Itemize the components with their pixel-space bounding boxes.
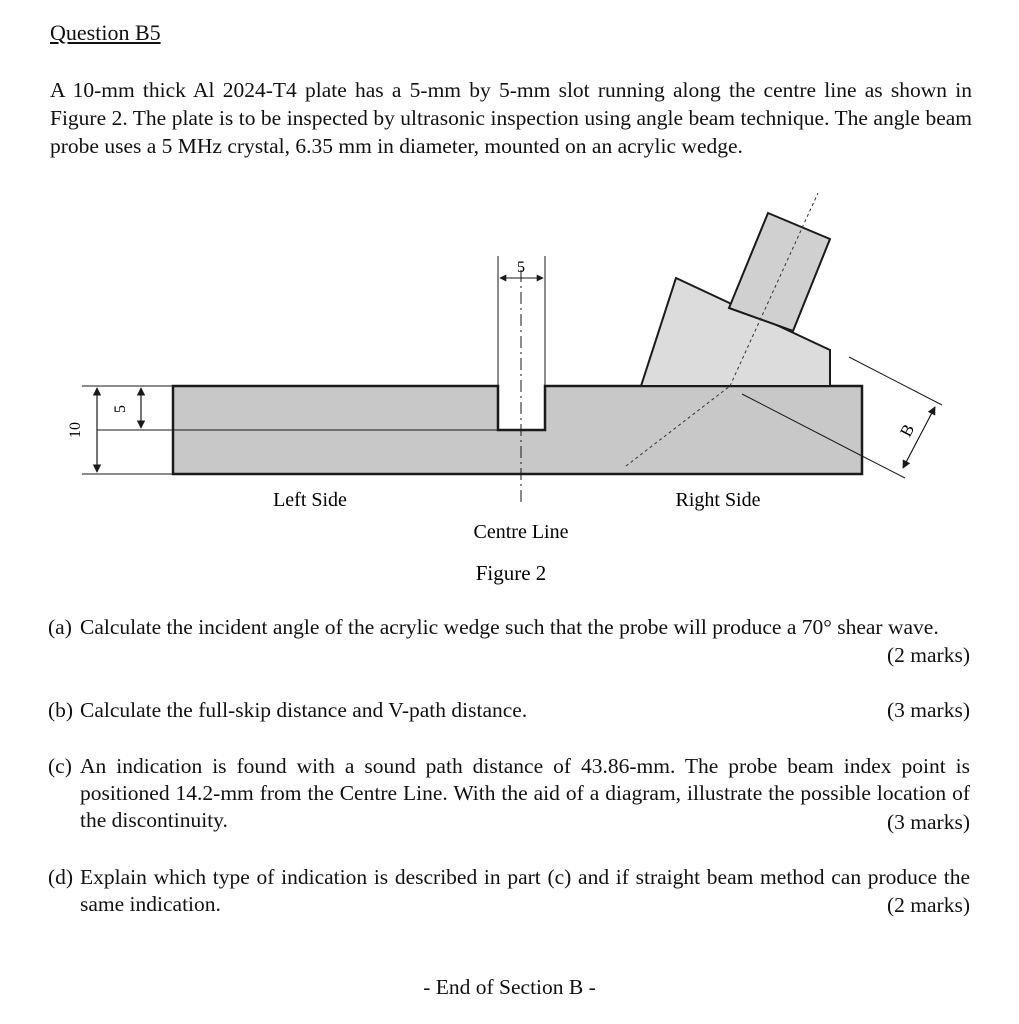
question-c-label: (c) (48, 754, 72, 778)
question-a-text: Calculate the incident angle of the acrylic wedge such that the probe will produce a 70° shear wave. (80, 615, 939, 639)
question-d-marks: (2 marks) (879, 892, 970, 919)
dim-slot-depth-label: 5 (112, 405, 129, 413)
question-a-label: (a) (48, 615, 72, 639)
dim-b-label: B (896, 420, 919, 440)
question-d-text: Explain which type of indication is described in part (c) and if straight beam method can produce the same indication. (80, 865, 970, 916)
dim-total-label: 10 (67, 422, 84, 438)
right-side-label: Right Side (675, 489, 761, 511)
question-c-text: An indication is found with a sound path distance of 43.86-mm. The probe beam index point is positioned 14.2-mm from the Centre Line. With the aid of a diagram, illustrate the possible location of the discontinuity. (80, 754, 970, 832)
dim-slot-width-label: 5 (517, 259, 525, 276)
probe-crystal (729, 213, 830, 331)
question-d (48, 864, 970, 920)
left-side-label: Left Side (273, 489, 347, 511)
figure-caption: Figure 2 (475, 561, 547, 585)
section-footer: - End of Section B - (423, 975, 596, 999)
question-c-marks: (3 marks) (879, 809, 970, 836)
question-b-marks: (3 marks) (887, 698, 970, 722)
question-d-label: (d) (48, 865, 74, 889)
question-b-text: Calculate the full-skip distance and V-path distance. (80, 698, 528, 722)
question-b-label: (b) (48, 698, 74, 722)
question-heading: Question B5 (50, 20, 161, 45)
question-a (48, 614, 970, 670)
question-intro: A 10-mm thick Al 2024-T4 plate has a 5-mm by 5-mm slot running along the centre line as shown in Figure 2. The plate is to be inspected by ultrasonic inspection using angle beam technique. The angle beam probe uses a 5 MHz crystal, 6.35 mm in diameter, mounted on an acrylic wedge. (50, 78, 972, 158)
figure-2-diagram (0, 190, 1019, 600)
centre-line-label: Centre Line (473, 521, 569, 543)
question-a-marks: (2 marks) (879, 642, 970, 669)
question-c (48, 753, 970, 837)
question-b (48, 697, 970, 725)
